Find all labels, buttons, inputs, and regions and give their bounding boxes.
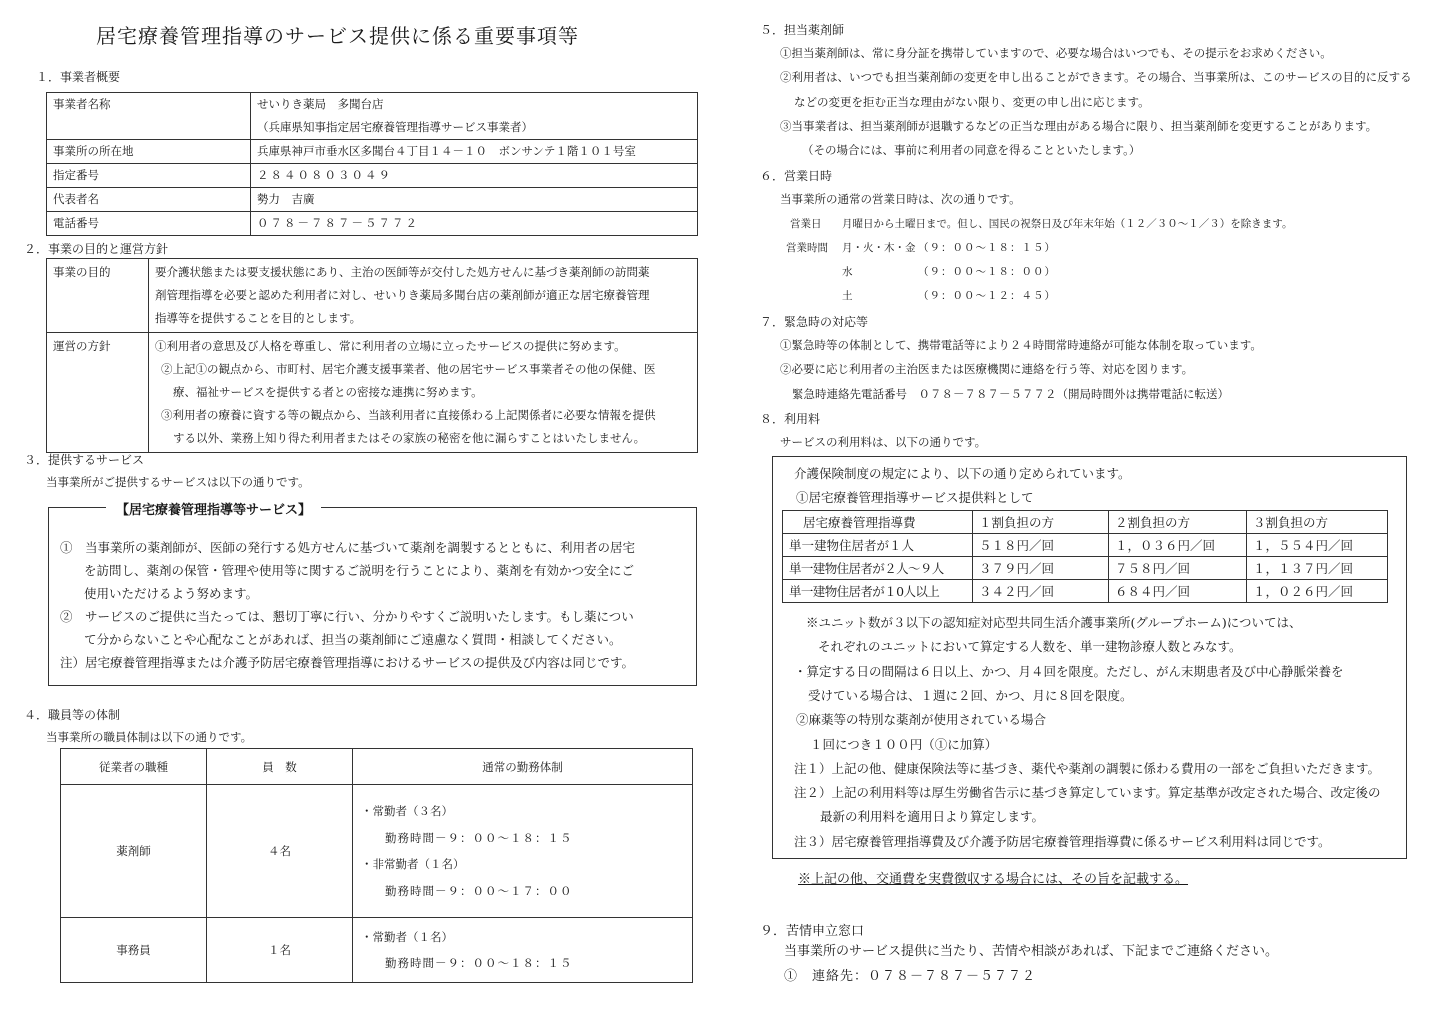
hours-days: 水 (842, 266, 853, 278)
text-line: 要介護状態または要支援状態にあり、主治の医師等が交付した処方せんに基づき薬剤師の訪問薬 (155, 265, 650, 279)
schedule-line: 勤務時間－９：００～１８：１５ (385, 830, 573, 845)
fee-value: ３７９円／回 (973, 557, 1109, 580)
section7-heading: ７．緊急時の対応等 (760, 315, 869, 329)
fee-value: １，５５４円／回 (1247, 534, 1388, 557)
value-cell (251, 93, 698, 140)
section2-heading: ２．事業の目的と運営方針 (24, 242, 169, 256)
fee-note: 注１）上記の他、健康保険法等に基づき、薬代や薬剤の調製に係わる費用の一部をご負担いただきます。 (794, 761, 1381, 776)
hours-days: 月・火・木・金 (842, 242, 916, 254)
policy-text (149, 333, 698, 453)
schedule-cell (353, 918, 693, 983)
text-line: 指導等を提供することを目的とします。 (155, 311, 362, 325)
fee-note: ・算定する日の間隔は６日以上、かつ、月４回を限度。ただし、がん末期患者及び中心静脈栄養を (794, 664, 1344, 679)
label-cell: 運営の方針 (47, 333, 149, 453)
business-day-text: 月曜日から土曜日まで。但し、国民の祝祭日及び年末年始（１２／３０～１／３）を除きます。 (842, 218, 1293, 230)
text-line: などの変更を拒む正当な理由がない限り、変更の申し出に応じます。 (794, 95, 1150, 109)
fee-row (783, 557, 1388, 580)
service-note: 注）居宅療養管理指導または介護予防居宅療養管理指導におけるサービスの提供及び内容は同じです。 (60, 655, 635, 670)
staff-table (60, 748, 693, 983)
text-line: ②上記①の観点から、市町村、居宅介護支援事業者、他の居宅サービス事業者その他の保健、医 (161, 362, 656, 376)
fee-value: １，０２６円／回 (1247, 580, 1388, 603)
service-line: ① 当事業所の薬剤師が、医師の発行する処方せんに基づいて薬剤を調製するとともに、利用者の居宅 (60, 540, 636, 555)
fee-row (783, 580, 1388, 603)
fee-note: １回につき１００円（①に加算） (810, 737, 998, 752)
column-header: 居宅療養管理指導費 (783, 511, 973, 534)
business-day-label: 営業日 (790, 218, 822, 230)
value-cell: 勢力 吉廣 (251, 188, 698, 212)
hours-value: （９：００～１８：１５） (918, 242, 1056, 254)
table-row (61, 918, 693, 983)
fee-header-row (783, 511, 1388, 534)
fee-category: 単一建物住居者が１0人以上 (783, 580, 973, 603)
text-line: ①緊急時等の体制として、携帯電話等により２４時間常時連絡が可能な体制を取っています。 (780, 338, 1262, 352)
schedule-cell (353, 785, 693, 918)
section3-intro: 当事業所がご提供するサービスは以下の通りです。 (46, 475, 310, 489)
section5-heading: ５．担当薬剤師 (760, 23, 845, 37)
text-line: ③当事業者は、担当薬剤師が退職するなどの正当な理由がある場合に限り、担当薬剤師を変更することがあります。 (780, 119, 1378, 133)
hours-value: （９：００～１２：４５） (918, 290, 1056, 302)
table-row (61, 785, 693, 918)
section6-heading: ６．営業日時 (760, 169, 833, 183)
role-cell: 事務員 (61, 918, 207, 983)
fee-note: それぞれのユニットにおいて算定する人数を、単一建物診療人数とみなす。 (818, 639, 1242, 654)
label-cell: 事業者名称 (47, 93, 251, 140)
table-row (47, 188, 698, 212)
purpose-text (149, 259, 698, 333)
value-cell: ０７８－７８７－５７７２ (251, 212, 698, 236)
section3-heading: ３．提供するサービス (24, 453, 145, 467)
section1-heading: １．事業者概要 (36, 70, 121, 84)
fee-note: 注３）居宅療養管理指導費及び介護予防居宅療養管理指導費に係るサービス利用料は同じです。 (794, 834, 1331, 849)
column-header: 従業者の職種 (61, 749, 207, 785)
section8-heading: ８．利用料 (760, 412, 821, 426)
column-header: 通常の勤務体制 (353, 749, 693, 785)
text-line: （その場合には、事前に利用者の同意を得ることといたします。） (802, 143, 1141, 157)
value-cell: ２８４０８０３０４９ (251, 164, 698, 188)
hours-days: 土 (842, 290, 853, 302)
fee-category: 単一建物住居者が１人 (783, 534, 973, 557)
table-row (47, 212, 698, 236)
schedule-line: 勤務時間－９：００～１７：００ (385, 883, 573, 898)
fee-category: 単一建物住居者が２人～９人 (783, 557, 973, 580)
column-header: ３割負担の方 (1247, 511, 1388, 534)
fee-value: ３４２円／回 (973, 580, 1109, 603)
table-row (47, 333, 698, 453)
business-overview-table (46, 92, 698, 236)
service-box-title: 【居宅療養管理指導等サービス】 (106, 499, 321, 518)
business-designation: （兵庫県知事指定居宅療養管理指導サービス事業者） (257, 120, 533, 134)
section9-intro: 当事業所のサービス提供に当たり、苦情や相談があれば、下記までご連絡ください。 (784, 944, 1279, 959)
fee-note: 最新の利用料を適用日より算定します。 (820, 809, 1045, 824)
text-line: ①利用者の意思及び人格を尊重し、常に利用者の立場に立ったサービスの提供に努めます。 (155, 339, 626, 353)
service-line: を訪問し、薬剤の保管・管理や使用等に関するご説明を行うことにより、薬剤を有効かつ安全にご (84, 563, 635, 578)
fee-value: ６８４円／回 (1109, 580, 1247, 603)
fee-title: ①居宅療養管理指導サービス提供料として (796, 490, 1034, 505)
section4-intro: 当事業所の職員体制は以下の通りです。 (46, 730, 253, 744)
label-cell: 指定番号 (47, 164, 251, 188)
business-hours-label: 営業時間 (786, 242, 828, 254)
emergency-phone: 緊急時連絡先電話番号 ０７８－７８７－５７７２（開局時間外は携帯電話に転送） (792, 387, 1229, 401)
column-header: １割負担の方 (973, 511, 1109, 534)
section9-heading: ９．苦情申立窓口 (760, 924, 865, 939)
fee-value: ５１８円／回 (973, 534, 1109, 557)
table-row (47, 259, 698, 333)
fee-value: １，０３６円／回 (1109, 534, 1247, 557)
fee-value: １，１３７円／回 (1247, 557, 1388, 580)
section4-heading: ４．職員等の体制 (24, 708, 121, 722)
service-line: ② サービスのご提供に当たっては、懇切丁寧に行い、分かりやすくご説明いたします。もし薬につい (60, 609, 634, 624)
document-title: 居宅療養管理指導のサービス提供に係る重要事項等 (96, 24, 579, 48)
count-cell: １名 (207, 918, 353, 983)
label-cell: 事業の目的 (47, 259, 149, 333)
schedule-line: 勤務時間－９：００～１８：１５ (385, 956, 573, 970)
label-cell: 代表者名 (47, 188, 251, 212)
fee-note: 受けている場合は、１週に２回、かつ、月に８回を限度。 (808, 688, 1133, 703)
fee-note: ②麻薬等の特別な薬剤が使用されている場合 (796, 712, 1047, 727)
fee-box-intro: 介護保険制度の規定により、以下の通り定められています。 (794, 466, 1131, 481)
section6-intro: 当事業所の通常の営業日時は、次の通りです。 (780, 192, 1021, 206)
fee-row (783, 534, 1388, 557)
fee-note: 注２）上記の利用料等は厚生労働省告示に基づき算定しています。算定基準が改定された場合、改定後の (794, 785, 1381, 800)
fee-table (782, 510, 1388, 603)
table-row (47, 93, 698, 140)
transport-footnote: ※上記の他、交通費を実費徴収する場合には、その旨を記載する。 (798, 872, 1189, 887)
schedule-line: ・常勤者（１名） (361, 929, 453, 944)
service-line: 使用いただけるよう努めます。 (84, 586, 259, 601)
table-header-row (61, 749, 693, 785)
schedule-line: ・非常勤者（１名） (361, 857, 465, 871)
value-cell: 兵庫県神戸市垂水区多聞台４丁目１４－１０ ボンサンテ１階１０１号室 (251, 140, 698, 164)
fee-note: ※ユニット数が３以下の認知症対応型共同生活介護事業所(グループホーム)については、 (806, 615, 1302, 630)
table-row (47, 140, 698, 164)
purpose-policy-table (46, 258, 698, 453)
text-line: ②利用者は、いつでも担当薬剤師の変更を申し出ることができます。その場合、当事業所は、このサービスの目的に反する (780, 70, 1412, 84)
fee-value: ７５８円／回 (1109, 557, 1247, 580)
text-line: する以外、業務上知り得た利用者またはその家族の秘密を他に漏らすことはいたしません。 (173, 431, 646, 445)
text-line: ③利用者の療養に資する等の観点から、当該利用者に直接係わる上記関係者に必要な情報を提供 (161, 408, 656, 422)
text-line: ①担当薬剤師は、常に身分証を携帯していますので、必要な場合はいつでも、その提示をお求めください。 (780, 46, 1332, 60)
text-line: 剤管理指導を必要と認めた利用者に対し、せいりき薬局多聞台店の薬剤師が適正な居宅療養管理 (155, 288, 650, 302)
service-line: て分からないことや心配なことがあれば、担当の薬剤師にご遠慮なく質問・相談してください。 (84, 632, 622, 647)
hours-value: （９：００～１８：００） (918, 266, 1056, 278)
text-line: 療、福祉サービスを提供する者との密接な連携に努めます。 (173, 385, 483, 399)
label-cell: 事業所の所在地 (47, 140, 251, 164)
role-cell: 薬剤師 (61, 785, 207, 918)
column-header: ２割負担の方 (1109, 511, 1247, 534)
business-name: せいりき薬局 多聞台店 (257, 97, 384, 111)
label-cell: 電話番号 (47, 212, 251, 236)
table-row (47, 164, 698, 188)
text-line: ②必要に応じ利用者の主治医または医療機関に連絡を行う等、対応を図ります。 (780, 362, 1194, 376)
section8-intro: サービスの利用料は、以下の通りです。 (780, 435, 987, 449)
complaint-contact: ① 連絡先：０７８－７８７－５７７２ (784, 969, 1037, 984)
column-header: 員 数 (207, 749, 353, 785)
schedule-line: ・常勤者（３名） (361, 804, 453, 818)
count-cell: ４名 (207, 785, 353, 918)
